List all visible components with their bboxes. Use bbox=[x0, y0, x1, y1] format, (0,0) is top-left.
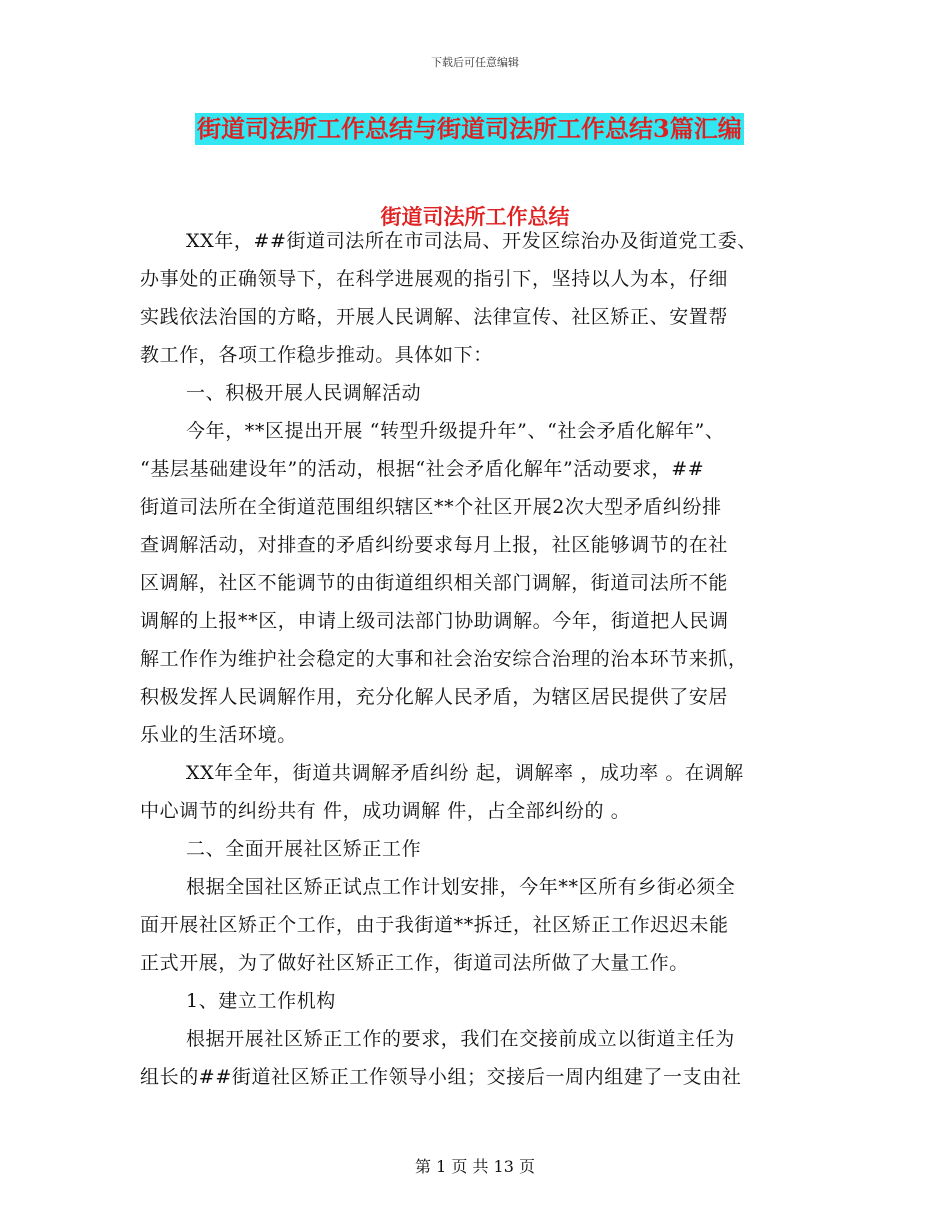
paragraph-line: 实践依法治国的方略，开展人民调解、法律宣传、社区矫正、安置帮 bbox=[140, 306, 729, 328]
subsection-heading: 1、建立工作机构 bbox=[186, 990, 336, 1012]
paragraph-line: “基层基础建设年”的活动，根据“社会矛盾化解年”活动要求，## bbox=[140, 458, 705, 480]
paragraph-line: 组长的##街道社区矫正工作领导小组；交接后一周内组建了一支由社 bbox=[140, 1066, 742, 1088]
paragraph-line: 面开展社区矫正个工作，由于我街道**拆迁，社区矫正工作迟迟未能 bbox=[140, 914, 729, 936]
paragraph-line: 教工作，各项工作稳步推动。具体如下： bbox=[140, 344, 493, 366]
page-footer: 第 1 页 共 13 页 bbox=[415, 1157, 535, 1176]
paragraph-line: 查调解活动，对排查的矛盾纠纷要求每月上报，社区能够调节的在社 bbox=[140, 534, 729, 556]
paragraph-line: 办事处的正确领导下，在科学进展观的指引下，坚持以人为本，仔细 bbox=[140, 268, 729, 290]
paragraph-line: 根据全国社区矫正试点工作计划安排，今年**区所有乡街必须全 bbox=[186, 876, 736, 898]
section-title: 街道司法所工作总结 bbox=[380, 204, 570, 229]
paragraph-line: 调解的上报**区，申请上级司法部门协助调解。今年，街道把人民调 bbox=[140, 610, 729, 632]
paragraph-line: 解工作作为维护社会稳定的大事和社会治安综合治理的治本环节来抓， bbox=[140, 648, 748, 670]
body-text bbox=[140, 222, 830, 1096]
paragraph-line: 积极发挥人民调解作用，充分化解人民矛盾，为辖区居民提供了安居 bbox=[140, 686, 729, 708]
paragraph-line: 区调解，社区不能调节的由街道组织相关部门调解，街道司法所不能 bbox=[140, 572, 729, 594]
paragraph-line: 今年，**区提出开展 “转型升级提升年”、“社会矛盾化解年”、 bbox=[186, 420, 725, 442]
paragraph-line: 根据开展社区矫正工作的要求，我们在交接前成立以街道主任为 bbox=[186, 1028, 735, 1050]
document-title: 街道司法所工作总结与街道司法所工作总结3篇汇编 bbox=[197, 114, 742, 143]
paragraph-line: 街道司法所在全街道范围组织辖区**个社区开展2次大型矛盾纠纷排 bbox=[140, 496, 722, 518]
paragraph-line: 中心调节的纠纷共有 件，成功调解 件，占全部纠纷的 。 bbox=[140, 800, 631, 822]
paragraph-line: 乐业的生活环境。 bbox=[140, 724, 297, 746]
section-heading: 一、积极开展人民调解活动 bbox=[186, 382, 422, 404]
header-note: 下载后可任意编辑 bbox=[431, 56, 519, 69]
paragraph-line: 正式开展，为了做好社区矫正工作，街道司法所做了大量工作。 bbox=[140, 952, 689, 974]
section-heading: 二、全面开展社区矫正工作 bbox=[186, 838, 422, 860]
paragraph-line: XX年全年，街道共调解矛盾纠纷 起，调解率 ，成功率 。在调解 bbox=[186, 762, 744, 784]
paragraph-line: XX年，##街道司法所在市司法局、开发区综治办及街道党工委、 bbox=[186, 230, 757, 252]
